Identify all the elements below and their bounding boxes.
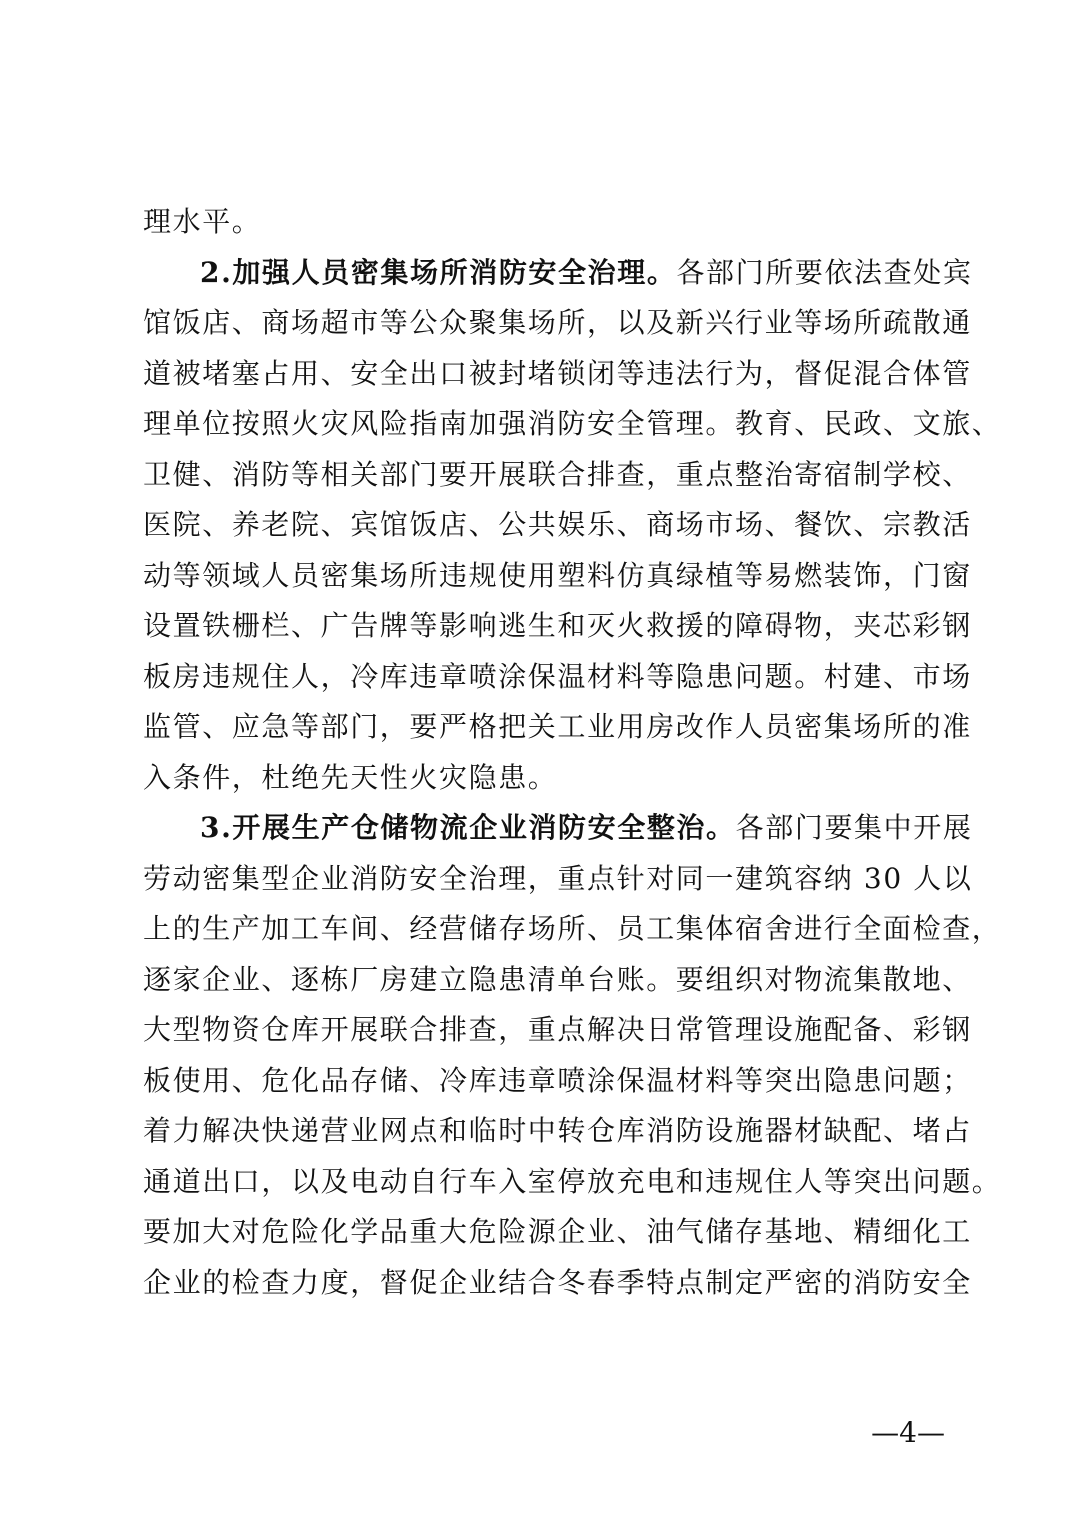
paragraph-3-line-4: 逐家企业、逐栋厂房建立隐患清单台账。要组织对物流集散地、 [143, 962, 972, 996]
paragraph-2-line-4: 理单位按照火灾风险指南加强消防安全管理。教育、民政、文旅、 [143, 407, 1002, 440]
paragraph-3-heading: 3.开展生产仓储物流企业消防安全整治。 [200, 811, 736, 844]
paragraph-2-line-5: 卫健、消防等相关部门要开展联合排查，重点整治寄宿制学校、 [143, 457, 972, 491]
paragraph-3-line-1-text: 各部门要集中开展 [735, 811, 973, 844]
paragraph-2-line-6: 医院、养老院、宾馆饭店、公共娱乐、商场市场、餐饮、宗教活 [143, 508, 972, 541]
paragraph-2-line-1 [143, 248, 973, 299]
paragraph-2-line-11: 入条件，杜绝先天性火灾隐患。 [143, 760, 558, 794]
paragraph-3-line-1 [143, 803, 973, 854]
paragraph-2-line-1-text: 各部门所要依法查处宾 [676, 255, 973, 289]
paragraph-3-line-9: 要加大对危险化学品重大危险源企业、油气储存基地、精细化工 [143, 1215, 972, 1248]
paragraph-2-line-3: 道被堵塞占用、安全出口被封堵锁闭等违法行为，督促混合体管 [143, 356, 972, 390]
paragraph-1-line-1: 理水平。 [143, 205, 262, 238]
paragraph-2-line-10: 监管、应急等部门，要严格把关工业用房改作人员密集场所的准 [143, 710, 972, 743]
paragraph-3-line-6: 板使用、危化品存储、冷库违章喷涂保温材料等突出隐患问题； [143, 1063, 972, 1097]
body-text [143, 197, 1002, 1308]
paragraph-3-line-10: 企业的检查力度，督促企业结合冬春季特点制定严密的消防安全 [143, 1265, 972, 1299]
paragraph-3-line-2: 劳动密集型企业消防安全治理，重点针对同一建筑容纳 30 人以 [143, 861, 973, 895]
paragraph-3-line-8: 通道出口，以及电动自行车入室停放充电和违规住人等突出问题。 [143, 1164, 1002, 1198]
paragraph-2-line-8: 设置铁栅栏、广告牌等影响逃生和灭火救援的障碍物，夹芯彩钢 [143, 609, 972, 642]
paragraph-3-line-3: 上的生产加工车间、经营储存场所、员工集体宿舍进行全面检查， [143, 912, 1002, 945]
paragraph-3-line-7: 着力解决快递营业网点和临时中转仓库消防设施器材缺配、堵占 [143, 1114, 972, 1147]
paragraph-2-line-7: 动等领域人员密集场所违规使用塑料仿真绿植等易燃装饰，门窗 [143, 558, 972, 592]
paragraph-2-line-9: 板房违规住人，冷库违章喷涂保温材料等隐患问题。村建、市场 [143, 659, 972, 693]
paragraph-2-heading: 2.加强人员密集场所消防安全治理。 [200, 255, 677, 289]
page-number: —4— [871, 1416, 945, 1449]
paragraph-3-line-5: 大型物资仓库开展联合排查，重点解决日常管理设施配备、彩钢 [143, 1013, 972, 1046]
paragraph-2-line-2: 馆饭店、商场超市等公众聚集场所，以及新兴行业等场所疏散通 [143, 306, 972, 339]
